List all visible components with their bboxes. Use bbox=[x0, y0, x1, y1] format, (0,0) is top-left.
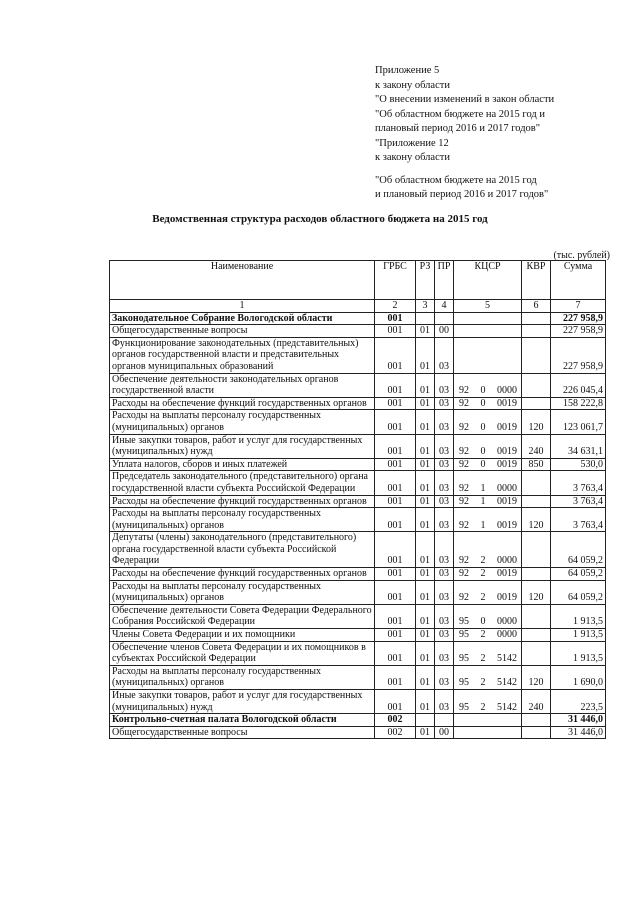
row-pr: 03 bbox=[435, 532, 454, 568]
kcsr-part: 2 bbox=[480, 568, 486, 580]
kcsr-part: 95 bbox=[459, 701, 469, 713]
kcsr-part: 0000 bbox=[497, 629, 517, 641]
row-kcsr bbox=[454, 458, 522, 471]
row-grbs: 001 bbox=[375, 665, 416, 689]
kcsr-part: 0 bbox=[480, 616, 486, 628]
kcsr-part: 0 bbox=[480, 421, 486, 433]
row-kcsr bbox=[454, 410, 522, 434]
row-name: Расходы на обеспечение функций государственных органов bbox=[110, 397, 375, 410]
kcsr-part: 92 bbox=[459, 592, 469, 604]
row-grbs: 001 bbox=[375, 568, 416, 581]
row-grbs: 002 bbox=[375, 714, 416, 727]
row-kcsr bbox=[454, 714, 522, 727]
row-sum: 64 059,2 bbox=[551, 568, 606, 581]
row-kvr bbox=[522, 604, 551, 628]
row-kvr bbox=[522, 397, 551, 410]
row-name: Обеспечение деятельности Совета Федерации Федерального Собрания Российской Федерации bbox=[110, 604, 375, 628]
kcsr-part: 95 bbox=[459, 677, 469, 689]
row-pr: 03 bbox=[435, 568, 454, 581]
kcsr-part: 92 bbox=[459, 446, 469, 458]
kcsr-part: 0019 bbox=[497, 446, 517, 458]
row-sum: 1 913,5 bbox=[551, 641, 606, 665]
table-row bbox=[110, 568, 606, 581]
kcsr-part: 1 bbox=[480, 519, 486, 531]
row-grbs: 001 bbox=[375, 434, 416, 458]
row-kcsr bbox=[454, 325, 522, 338]
row-kvr bbox=[522, 495, 551, 508]
row-name: Иные закупки товаров, работ и услуг для государственных (муниципальных) нужд bbox=[110, 434, 375, 458]
row-grbs: 001 bbox=[375, 325, 416, 338]
kcsr-part: 92 bbox=[459, 555, 469, 567]
row-rz: 01 bbox=[416, 568, 435, 581]
appendix-line: Приложение 5 bbox=[375, 65, 440, 76]
appendix-line: к закону области bbox=[375, 79, 450, 91]
table-row bbox=[110, 373, 606, 397]
row-sum: 1 690,0 bbox=[551, 665, 606, 689]
kcsr-part: 0 bbox=[480, 397, 486, 409]
header-rz: РЗ bbox=[416, 261, 435, 300]
row-rz: 01 bbox=[416, 508, 435, 532]
kcsr-part: 0000 bbox=[497, 555, 517, 567]
header-grbs: ГРБС bbox=[375, 261, 416, 300]
row-rz: 01 bbox=[416, 495, 435, 508]
row-rz: 01 bbox=[416, 665, 435, 689]
units-label: (тыс. рублей) bbox=[553, 250, 610, 261]
row-grbs: 002 bbox=[375, 726, 416, 739]
kcsr-part: 92 bbox=[459, 568, 469, 580]
row-name: Расходы на обеспечение функций государственных органов bbox=[110, 495, 375, 508]
row-sum: 226 045,4 bbox=[551, 373, 606, 397]
table-row bbox=[110, 690, 606, 714]
row-grbs: 001 bbox=[375, 629, 416, 642]
kcsr-part: 2 bbox=[480, 592, 486, 604]
kcsr-part: 0 bbox=[480, 458, 486, 470]
row-kvr bbox=[522, 325, 551, 338]
kcsr-part: 0 bbox=[480, 446, 486, 458]
row-pr: 03 bbox=[435, 434, 454, 458]
row-rz: 01 bbox=[416, 397, 435, 410]
kcsr-part: 5142 bbox=[497, 677, 517, 689]
kcsr-part: 0 bbox=[480, 385, 486, 397]
document-title: Ведомственная структура расходов областного бюджета на 2015 год bbox=[152, 213, 488, 225]
row-pr: 03 bbox=[435, 397, 454, 410]
row-pr: 03 bbox=[435, 641, 454, 665]
row-grbs: 001 bbox=[375, 373, 416, 397]
kcsr-part: 92 bbox=[459, 482, 469, 494]
row-sum: 64 059,2 bbox=[551, 580, 606, 604]
table-row bbox=[110, 495, 606, 508]
kcsr-part: 92 bbox=[459, 397, 469, 409]
row-pr: 03 bbox=[435, 373, 454, 397]
table-row bbox=[110, 508, 606, 532]
header-kvr: КВР bbox=[522, 261, 551, 300]
appendix-line: и плановый период 2016 и 2017 годов" bbox=[375, 189, 549, 200]
row-name: Депутаты (члены) законодательного (представительного) органа государственной власти субъекта Российской Федерации bbox=[110, 532, 375, 568]
kcsr-part: 0019 bbox=[497, 592, 517, 604]
row-name: Функционирование законодательных (представительных) органов государственной власти и представительных органов муниципальных образований bbox=[110, 337, 375, 373]
table-row bbox=[110, 714, 606, 727]
kcsr-part: 92 bbox=[459, 519, 469, 531]
table-row bbox=[110, 641, 606, 665]
row-sum: 34 631,1 bbox=[551, 434, 606, 458]
table-row bbox=[110, 458, 606, 471]
row-sum: 530,0 bbox=[551, 458, 606, 471]
row-name: Законодательное Собрание Вологодской области bbox=[110, 312, 375, 325]
row-kcsr bbox=[454, 568, 522, 581]
row-kcsr bbox=[454, 373, 522, 397]
row-sum: 227 958,9 bbox=[551, 325, 606, 338]
appendix-line: "О внесении изменений в закон области bbox=[375, 94, 555, 105]
table-row bbox=[110, 532, 606, 568]
table-row bbox=[110, 629, 606, 642]
row-name: Расходы на выплаты персоналу государственных (муниципальных) органов bbox=[110, 580, 375, 604]
row-sum: 3 763,4 bbox=[551, 508, 606, 532]
row-kcsr bbox=[454, 397, 522, 410]
kcsr-part: 0019 bbox=[497, 421, 517, 433]
header-pr: ПР bbox=[435, 261, 454, 300]
kcsr-part: 92 bbox=[459, 458, 469, 470]
row-name: Общегосударственные вопросы bbox=[110, 325, 375, 338]
kcsr-part: 0000 bbox=[497, 385, 517, 397]
row-kvr bbox=[522, 532, 551, 568]
row-kcsr bbox=[454, 508, 522, 532]
row-kcsr bbox=[454, 726, 522, 739]
row-kcsr bbox=[454, 665, 522, 689]
row-kvr bbox=[522, 714, 551, 727]
row-kvr: 120 bbox=[522, 410, 551, 434]
kcsr-part: 1 bbox=[480, 482, 486, 494]
row-grbs: 001 bbox=[375, 410, 416, 434]
kcsr-part: 0000 bbox=[497, 482, 517, 494]
row-grbs: 001 bbox=[375, 690, 416, 714]
row-rz: 01 bbox=[416, 434, 435, 458]
appendix-line: "Об областном бюджете на 2015 год и bbox=[375, 108, 546, 120]
row-pr: 03 bbox=[435, 410, 454, 434]
row-name: Расходы на выплаты персоналу государственных (муниципальных) органов bbox=[110, 508, 375, 532]
row-rz: 01 bbox=[416, 641, 435, 665]
table-row bbox=[110, 410, 606, 434]
row-kcsr bbox=[454, 312, 522, 325]
kcsr-part: 95 bbox=[459, 616, 469, 628]
row-pr: 03 bbox=[435, 508, 454, 532]
column-number: 5 bbox=[454, 300, 522, 313]
row-sum: 227 958,9 bbox=[551, 337, 606, 373]
table-row bbox=[110, 434, 606, 458]
row-grbs: 001 bbox=[375, 337, 416, 373]
appendix-header bbox=[375, 64, 554, 203]
row-name: Контрольно-счетная палата Вологодской области bbox=[110, 714, 375, 727]
table-row bbox=[110, 471, 606, 495]
row-kcsr bbox=[454, 580, 522, 604]
row-name: Расходы на обеспечение функций государственных органов bbox=[110, 568, 375, 581]
row-grbs: 001 bbox=[375, 495, 416, 508]
row-kvr: 240 bbox=[522, 690, 551, 714]
table-row bbox=[110, 397, 606, 410]
row-kvr bbox=[522, 568, 551, 581]
row-kvr: 120 bbox=[522, 665, 551, 689]
row-sum: 3 763,4 bbox=[551, 495, 606, 508]
row-sum: 223,5 bbox=[551, 690, 606, 714]
row-name: Председатель законодательного (представительного) органа государственной власти субъекта Российской Федерации bbox=[110, 471, 375, 495]
column-number: 1 bbox=[110, 300, 375, 313]
kcsr-part: 95 bbox=[459, 653, 469, 665]
row-sum: 158 222,8 bbox=[551, 397, 606, 410]
appendix-line: "Приложение 12 bbox=[375, 137, 449, 149]
row-pr: 03 bbox=[435, 604, 454, 628]
row-kcsr bbox=[454, 604, 522, 628]
table-row bbox=[110, 604, 606, 628]
row-kcsr bbox=[454, 690, 522, 714]
row-sum: 64 059,2 bbox=[551, 532, 606, 568]
column-number: 2 bbox=[375, 300, 416, 313]
row-pr: 03 bbox=[435, 580, 454, 604]
kcsr-part: 2 bbox=[480, 701, 486, 713]
kcsr-part: 5142 bbox=[497, 653, 517, 665]
row-kvr bbox=[522, 629, 551, 642]
row-pr bbox=[435, 312, 454, 325]
column-number: 6 bbox=[522, 300, 551, 313]
row-name: Уплата налогов, сборов и иных платежей bbox=[110, 458, 375, 471]
row-kvr: 240 bbox=[522, 434, 551, 458]
row-rz: 01 bbox=[416, 690, 435, 714]
table-row bbox=[110, 312, 606, 325]
row-kvr: 850 bbox=[522, 458, 551, 471]
column-number: 4 bbox=[435, 300, 454, 313]
row-name: Члены Совета Федерации и их помощники bbox=[110, 629, 375, 642]
row-rz: 01 bbox=[416, 532, 435, 568]
header-sum: Сумма bbox=[551, 261, 606, 300]
column-number: 7 bbox=[551, 300, 606, 313]
table-row bbox=[110, 726, 606, 739]
row-grbs: 001 bbox=[375, 508, 416, 532]
row-name: Общегосударственные вопросы bbox=[110, 726, 375, 739]
kcsr-part: 92 bbox=[459, 421, 469, 433]
row-kcsr bbox=[454, 532, 522, 568]
row-sum: 1 913,5 bbox=[551, 629, 606, 642]
kcsr-part: 0019 bbox=[497, 568, 517, 580]
row-rz: 01 bbox=[416, 373, 435, 397]
row-sum: 123 061,7 bbox=[551, 410, 606, 434]
row-pr: 03 bbox=[435, 471, 454, 495]
row-kvr bbox=[522, 337, 551, 373]
row-grbs: 001 bbox=[375, 471, 416, 495]
row-kvr bbox=[522, 641, 551, 665]
table-body bbox=[110, 312, 606, 739]
table-header-row bbox=[110, 261, 606, 300]
row-kcsr bbox=[454, 495, 522, 508]
kcsr-part: 95 bbox=[459, 629, 469, 641]
row-grbs: 001 bbox=[375, 532, 416, 568]
row-rz: 01 bbox=[416, 410, 435, 434]
row-kcsr bbox=[454, 641, 522, 665]
kcsr-part: 0019 bbox=[497, 397, 517, 409]
header-kcsr: КЦСР bbox=[454, 261, 522, 300]
row-pr: 03 bbox=[435, 665, 454, 689]
table-row bbox=[110, 337, 606, 373]
row-name: Иные закупки товаров, работ и услуг для государственных (муниципальных) нужд bbox=[110, 690, 375, 714]
row-sum: 227 958,9 bbox=[551, 312, 606, 325]
row-pr: 03 bbox=[435, 458, 454, 471]
row-kcsr bbox=[454, 337, 522, 373]
row-name: Обеспечение деятельности законодательных органов государственной власти bbox=[110, 373, 375, 397]
row-rz: 01 bbox=[416, 337, 435, 373]
row-rz bbox=[416, 714, 435, 727]
row-pr: 03 bbox=[435, 629, 454, 642]
row-grbs: 001 bbox=[375, 641, 416, 665]
row-sum: 31 446,0 bbox=[551, 714, 606, 727]
kcsr-part: 2 bbox=[480, 677, 486, 689]
row-grbs: 001 bbox=[375, 312, 416, 325]
row-pr: 00 bbox=[435, 325, 454, 338]
row-rz bbox=[416, 312, 435, 325]
row-kvr bbox=[522, 373, 551, 397]
kcsr-part: 0019 bbox=[497, 458, 517, 470]
row-grbs: 001 bbox=[375, 397, 416, 410]
kcsr-part: 0000 bbox=[497, 616, 517, 628]
row-kcsr bbox=[454, 471, 522, 495]
column-number-row bbox=[110, 300, 606, 313]
kcsr-part: 0019 bbox=[497, 519, 517, 531]
row-sum: 1 913,5 bbox=[551, 604, 606, 628]
kcsr-part: 0019 bbox=[497, 495, 517, 507]
row-kvr bbox=[522, 726, 551, 739]
table-row bbox=[110, 580, 606, 604]
row-name: Расходы на выплаты персоналу государственных (муниципальных) органов bbox=[110, 410, 375, 434]
row-kcsr bbox=[454, 434, 522, 458]
row-pr: 03 bbox=[435, 495, 454, 508]
table-row bbox=[110, 325, 606, 338]
kcsr-part: 2 bbox=[480, 629, 486, 641]
appendix-line: плановый период 2016 и 2017 годов" bbox=[375, 123, 541, 134]
row-pr: 00 bbox=[435, 726, 454, 739]
kcsr-part: 2 bbox=[480, 555, 486, 567]
row-kvr: 120 bbox=[522, 580, 551, 604]
row-kvr: 120 bbox=[522, 508, 551, 532]
kcsr-part: 92 bbox=[459, 385, 469, 397]
appendix-line: к закону области bbox=[375, 152, 450, 163]
row-rz: 01 bbox=[416, 458, 435, 471]
kcsr-part: 2 bbox=[480, 653, 486, 665]
row-pr: 03 bbox=[435, 690, 454, 714]
kcsr-part: 92 bbox=[459, 495, 469, 507]
row-sum: 3 763,4 bbox=[551, 471, 606, 495]
row-rz: 01 bbox=[416, 580, 435, 604]
row-rz: 01 bbox=[416, 325, 435, 338]
row-rz: 01 bbox=[416, 471, 435, 495]
kcsr-part: 1 bbox=[480, 495, 486, 507]
row-grbs: 001 bbox=[375, 580, 416, 604]
kcsr-part: 5142 bbox=[497, 701, 517, 713]
row-sum: 31 446,0 bbox=[551, 726, 606, 739]
row-kcsr bbox=[454, 629, 522, 642]
table-row bbox=[110, 665, 606, 689]
row-rz: 01 bbox=[416, 629, 435, 642]
row-name: Обеспечение членов Совета Федерации и их помощников в субъектах Российской Федерации bbox=[110, 641, 375, 665]
row-grbs: 001 bbox=[375, 604, 416, 628]
appendix-line: "Об областном бюджете на 2015 год bbox=[375, 174, 537, 186]
row-name: Расходы на выплаты персоналу государственных (муниципальных) органов bbox=[110, 665, 375, 689]
row-rz: 01 bbox=[416, 604, 435, 628]
row-pr bbox=[435, 714, 454, 727]
budget-table bbox=[109, 260, 606, 739]
row-rz: 01 bbox=[416, 726, 435, 739]
row-kvr bbox=[522, 471, 551, 495]
row-pr: 03 bbox=[435, 337, 454, 373]
header-name: Наименование bbox=[110, 261, 375, 300]
row-grbs: 001 bbox=[375, 458, 416, 471]
column-number: 3 bbox=[416, 300, 435, 313]
row-kvr bbox=[522, 312, 551, 325]
